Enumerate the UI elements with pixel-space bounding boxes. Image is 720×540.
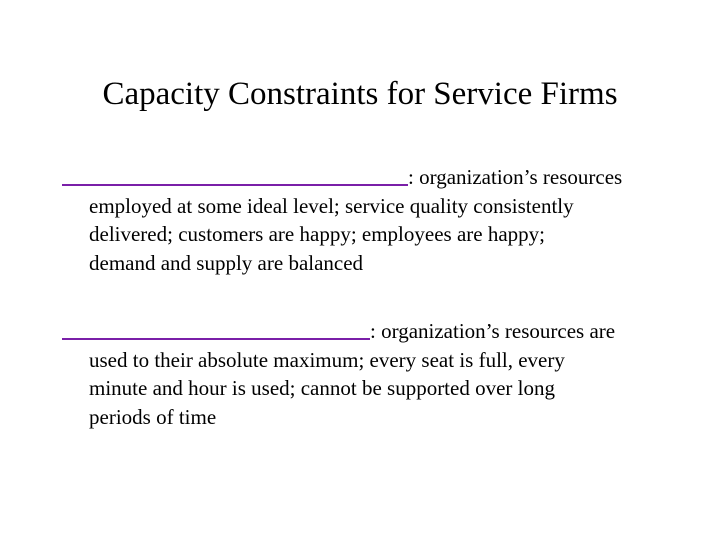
- definition-line: minute and hour is used; cannot be supported over long: [89, 376, 555, 400]
- definition-lead-text: : organization’s resources: [408, 165, 623, 189]
- definition-lead-text: : organization’s resources are: [370, 319, 616, 343]
- definition-line: demand and supply are balanced: [89, 250, 364, 275]
- definition-item-maximum: [62, 316, 662, 431]
- definition-line: periods of time: [89, 404, 217, 429]
- definition-line: employed at some ideal level; service quality consistently: [89, 193, 574, 218]
- definition-item-optimum: [62, 162, 662, 277]
- definition-line: delivered; customers are happy; employees are happy;: [89, 222, 545, 246]
- definition-first-line: [62, 316, 662, 346]
- fill-in-blank: [62, 318, 370, 340]
- slide-title: Capacity Constraints for Service Firms: [102, 76, 618, 112]
- definition-first-line: [62, 162, 662, 192]
- definition-line: used to their absolute maximum; every seat is full, every: [89, 347, 565, 372]
- fill-in-blank: [62, 164, 408, 186]
